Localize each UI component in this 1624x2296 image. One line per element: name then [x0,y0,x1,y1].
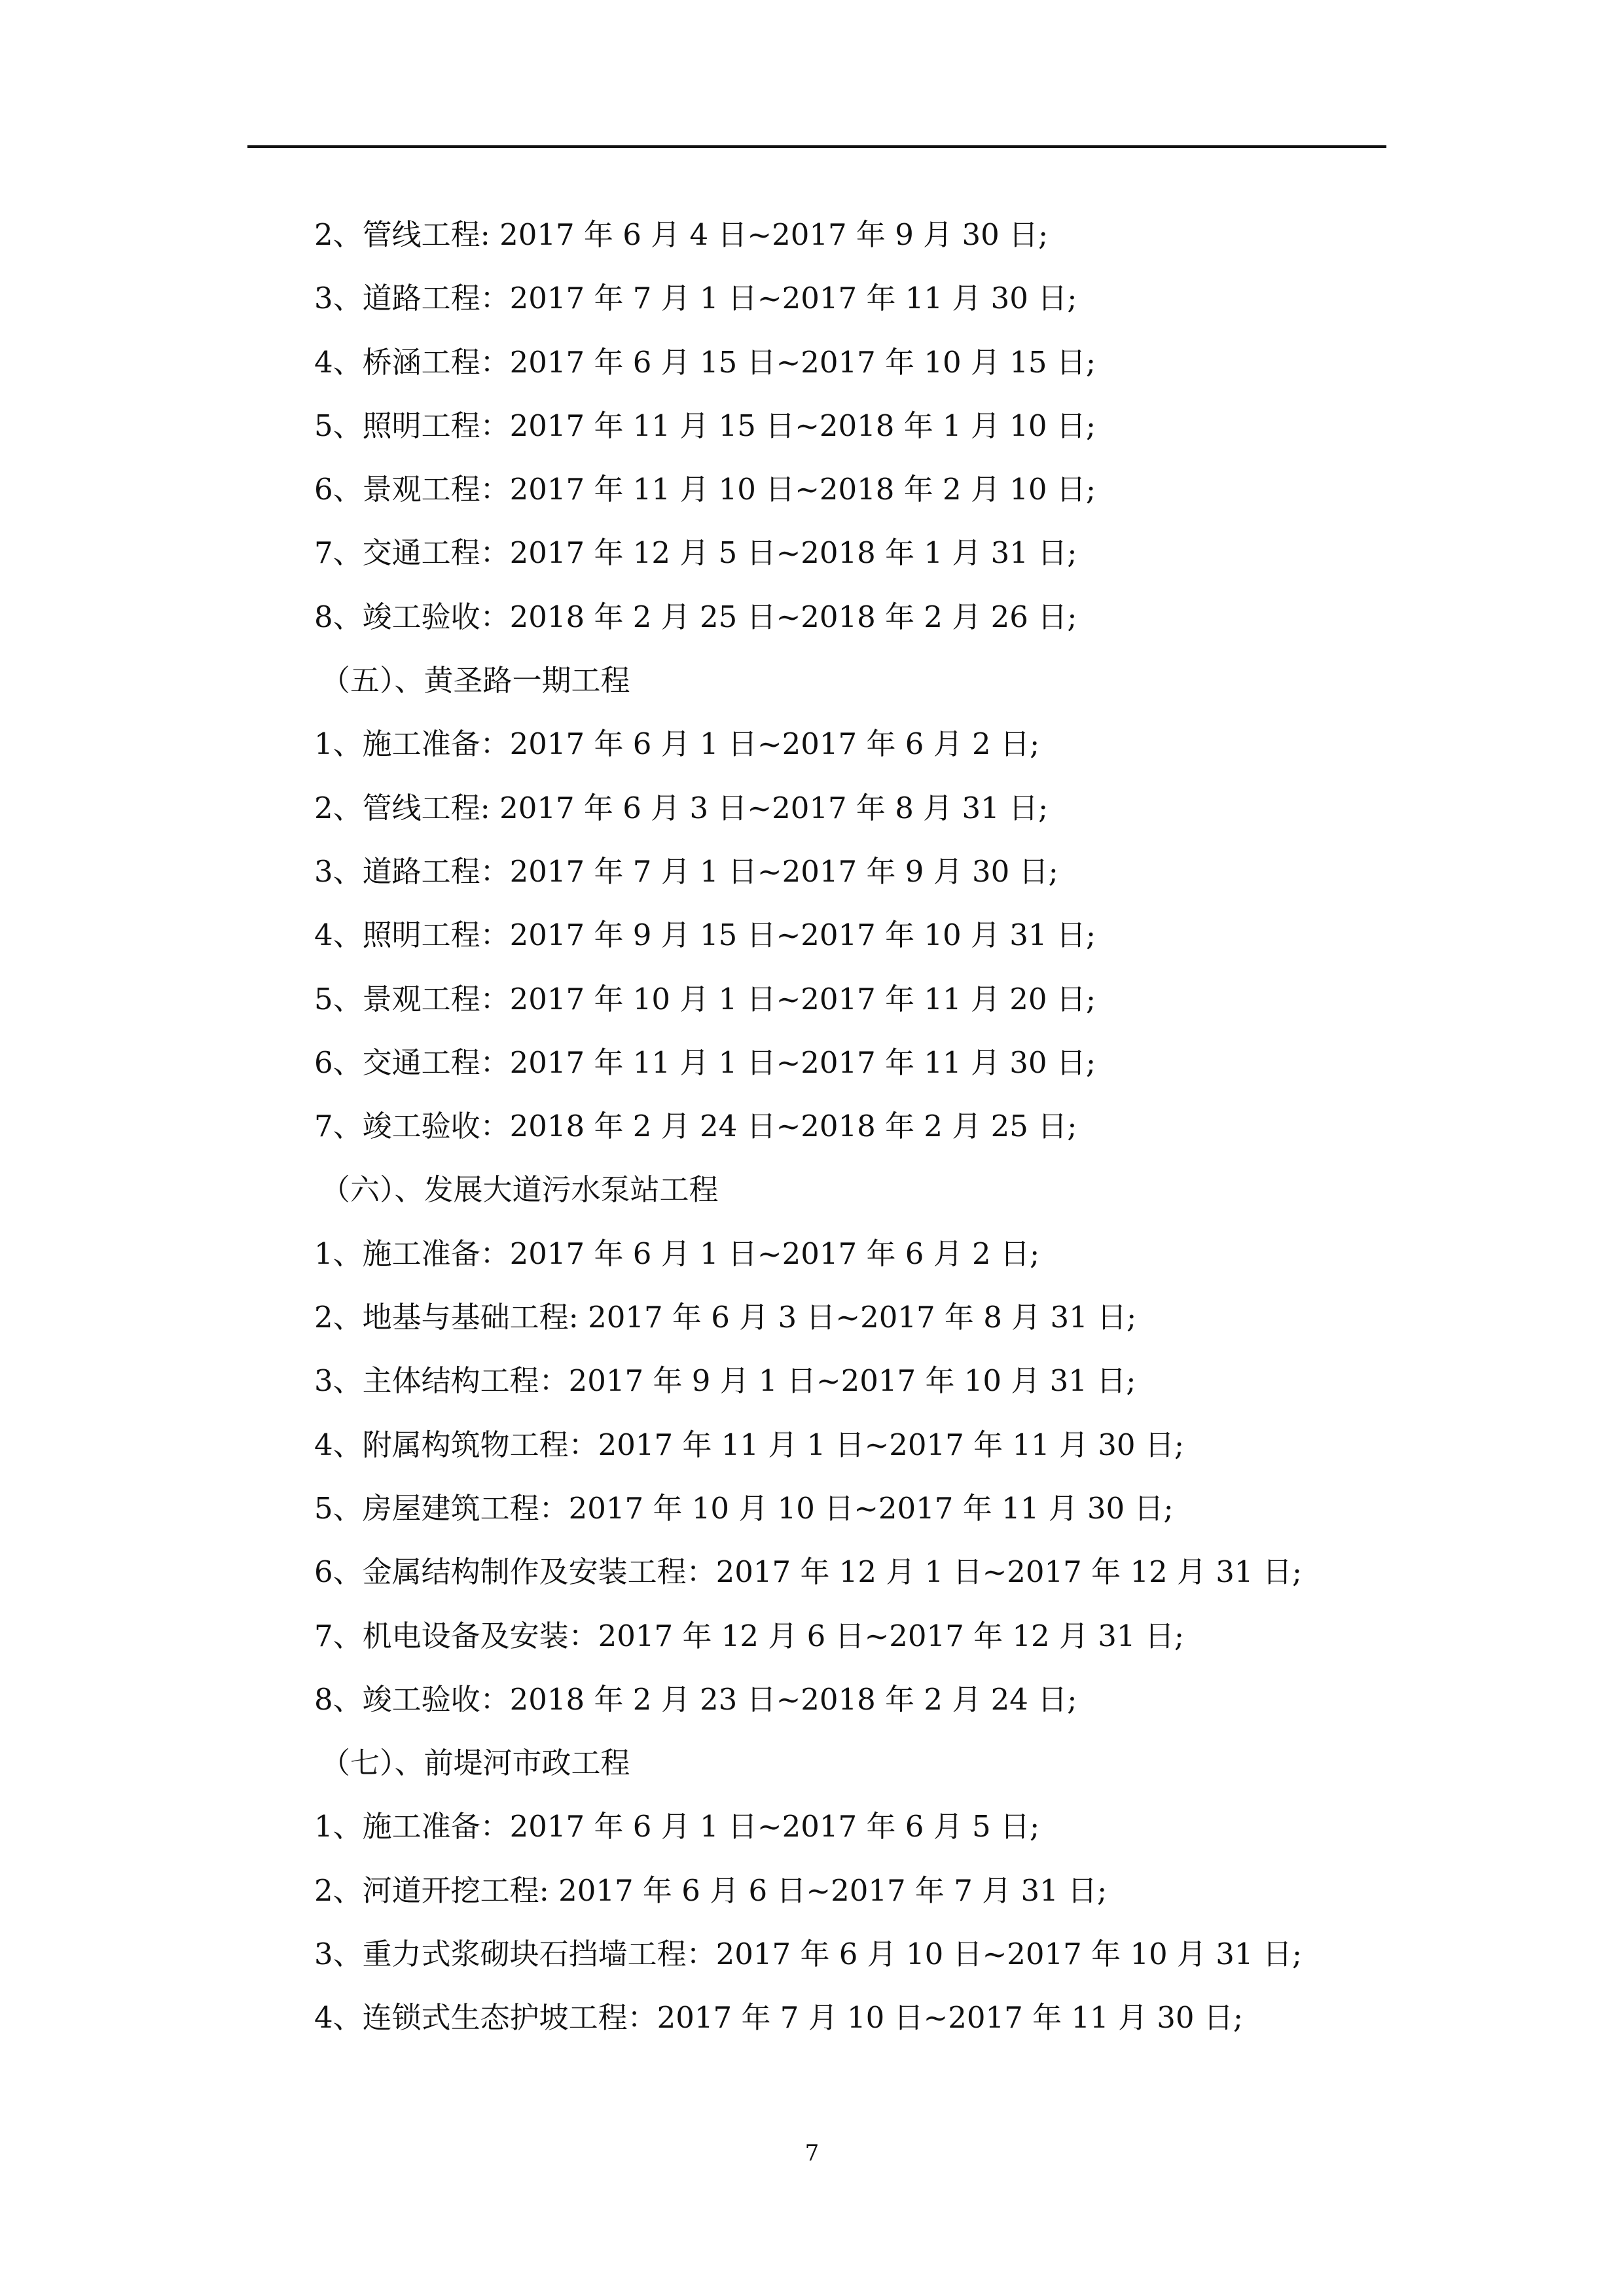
schedule-item: 3、道路工程：2017 年 7 月 1 日~2017 年 9 月 30 日; [314,853,1058,889]
schedule-item: 5、照明工程：2017 年 11 月 15 日~2018 年 1 月 10 日; [314,408,1096,443]
schedule-item: 8、竣工验收：2018 年 2 月 25 日~2018 年 2 月 26 日; [314,599,1077,634]
schedule-item: 4、照明工程：2017 年 9 月 15 日~2017 年 10 月 31 日; [314,918,1096,953]
header-rule [247,145,1386,148]
schedule-item: 2、管线工程: 2017 年 6 月 4 日~2017 年 9 月 30 日; [314,217,1049,252]
schedule-item: 4、桥涵工程：2017 年 6 月 15 日~2017 年 10 月 15 日; [314,344,1096,380]
schedule-item: 5、房屋建筑工程：2017 年 10 月 10 日~2017 年 11 月 30 日; [314,1490,1174,1526]
section-heading: （五）、黄圣路一期工程 [321,663,630,698]
schedule-item: 3、重力式浆砌块石挡墙工程：2017 年 6 月 10 日~2017 年 10 月 31 日; [314,1937,1302,1972]
schedule-item: 8、竣工验收：2018 年 2 月 23 日~2018 年 2 月 24 日; [314,1681,1077,1717]
schedule-item: 6、金属结构制作及安装工程：2017 年 12 月 1 日~2017 年 12 月 31 日; [314,1554,1302,1590]
schedule-item: 7、竣工验收：2018 年 2 月 24 日~2018 年 2 月 25 日; [314,1109,1077,1144]
schedule-item: 2、地基与基础工程: 2017 年 6 月 3 日~2017 年 8 月 31 日; [314,1300,1137,1335]
schedule-item: 7、机电设备及安装：2017 年 12 月 6 日~2017 年 12 月 31 日; [314,1618,1184,1653]
schedule-item: 1、施工准备：2017 年 6 月 1 日~2017 年 6 月 5 日; [314,1809,1040,1844]
schedule-item: 3、主体结构工程：2017 年 9 月 1 日~2017 年 10 月 31 日; [314,1363,1136,1399]
schedule-item: 2、管线工程: 2017 年 6 月 3 日~2017 年 8 月 31 日; [314,790,1049,825]
schedule-item: 1、施工准备：2017 年 6 月 1 日~2017 年 6 月 2 日; [314,1236,1040,1271]
schedule-item: 6、景观工程：2017 年 11 月 10 日~2018 年 2 月 10 日; [314,472,1096,507]
schedule-item: 2、河道开挖工程: 2017 年 6 月 6 日~2017 年 7 月 31 日; [314,1873,1108,1908]
document-body [314,203,1388,2050]
section-heading: （六）、发展大道污水泵站工程 [321,1172,719,1208]
schedule-item: 5、景观工程：2017 年 10 月 1 日~2017 年 11 月 20 日; [314,981,1096,1016]
schedule-item: 7、交通工程：2017 年 12 月 5 日~2018 年 1 月 31 日; [314,535,1077,571]
page-number: 7 [804,2140,820,2166]
schedule-item: 3、道路工程：2017 年 7 月 1 日~2017 年 11 月 30 日; [314,281,1077,316]
schedule-item: 4、连锁式生态护坡工程：2017 年 7 月 10 日~2017 年 11 月 30 日; [314,2000,1243,2036]
schedule-item: 6、交通工程：2017 年 11 月 1 日~2017 年 11 月 30 日; [314,1045,1096,1080]
schedule-item: 1、施工准备：2017 年 6 月 1 日~2017 年 6 月 2 日; [314,726,1040,762]
schedule-item: 4、附属构筑物工程：2017 年 11 月 1 日~2017 年 11 月 30 日; [314,1427,1184,1462]
section-heading: （七）、前堤河市政工程 [321,1746,630,1781]
